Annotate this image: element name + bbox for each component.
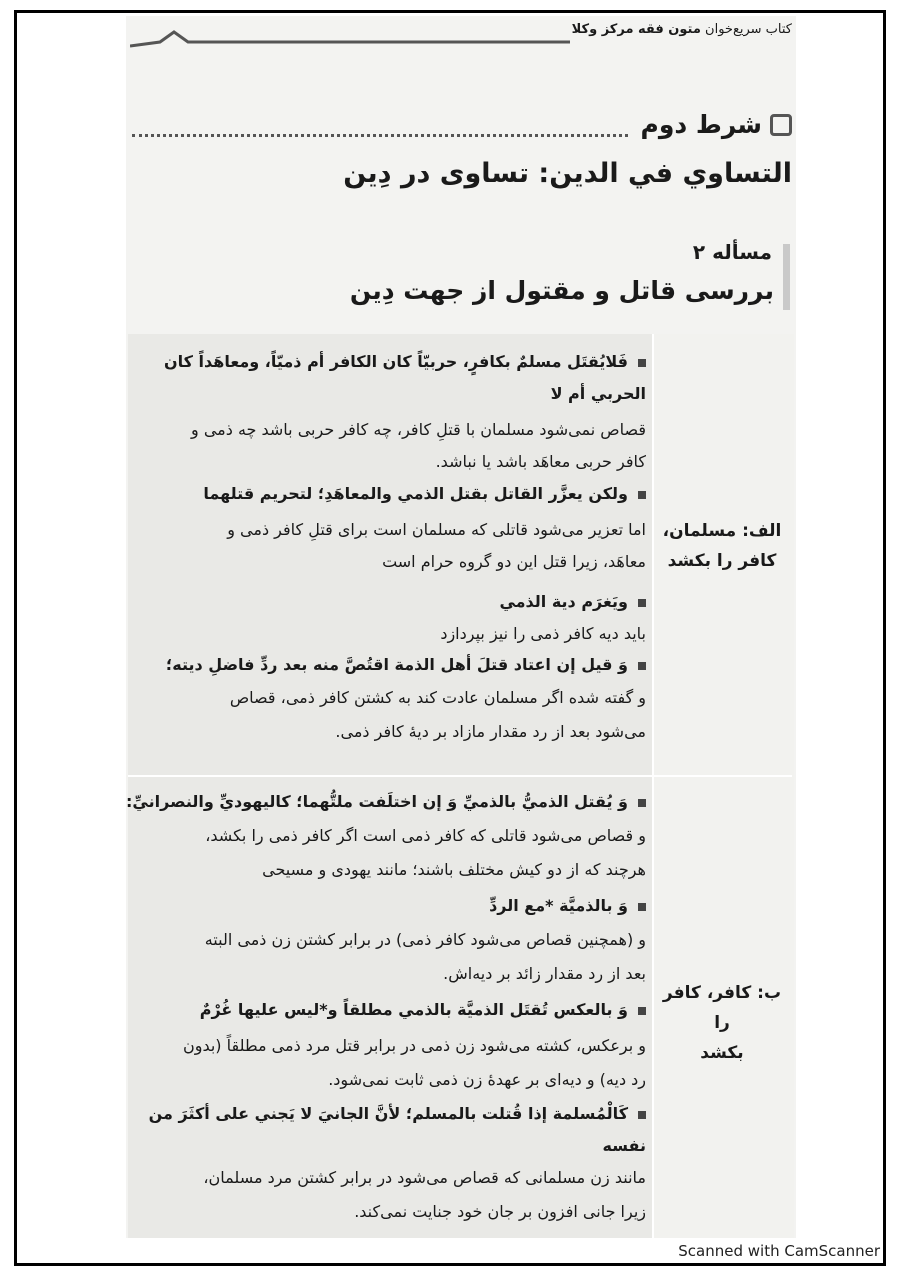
line-text: مانند زن مسلمانی که قصاص می‌شود در برابر کشتن مرد مسلمان، — [203, 1168, 646, 1187]
persian-text-line — [132, 1202, 646, 1221]
persian-text-line — [132, 688, 646, 707]
persian-text-line — [132, 552, 646, 571]
persian-text-line — [132, 826, 646, 845]
line-text: و برعکس، کشته می‌شود زن ذمی در برابر قتل مرد ذمی مطلقاً (بدون — [182, 1036, 646, 1055]
line-text: و قصاص می‌شود قاتلی که کافر ذمی است اگر کافر ذمی را بکشد، — [205, 826, 646, 845]
label-a-line: کافر را بکشد — [667, 551, 777, 571]
line-text: فَلايُقتَل مسلمٌ بكافرٍ، حربيّاً كان الكافر أم ذميّاً، ومعاهَداً كان — [163, 352, 628, 371]
persian-text-line — [132, 420, 646, 439]
line-text: هرچند که از دو کیش مختلف باشند؛ مانند یهودی و مسیحی — [262, 860, 646, 879]
persian-text-line — [132, 520, 646, 539]
persian-text-line — [132, 452, 646, 471]
line-text: الحربي أم لا — [550, 384, 646, 403]
running-header — [572, 22, 792, 37]
line-text: کافر حربی معاهَد باشد یا نباشد. — [435, 452, 646, 471]
line-text: زیرا جانی افزون بر جان خود جنایت نمی‌کند. — [354, 1202, 646, 1221]
masale-side-bar — [783, 244, 790, 310]
bullet-icon — [638, 1007, 646, 1015]
line-text: ويَغرَم دية الذمي — [499, 592, 628, 611]
bullet-icon — [638, 903, 646, 911]
section-title: شرط دوم — [640, 110, 762, 139]
masale-number: مسأله ۲ — [692, 240, 772, 264]
row-divider — [128, 775, 792, 777]
persian-text-line — [132, 964, 646, 983]
line-text: اما تعزیر می‌شود قاتلی که مسلمان است برای قتلِ کافر ذمی و — [227, 520, 646, 539]
header-book-title: متون فقه مرکز وکلا — [571, 22, 701, 37]
masale-title: بررسی قاتل و مقتول از جهت دِین — [349, 276, 774, 305]
line-text: بعد از رد مقدار زائد بر دیه‌اش. — [443, 964, 646, 983]
header-rule — [130, 28, 570, 50]
line-text: وَ يُقتل الذميُّ بالذميِّ وَ إن اختلَفت ملتُّهما؛ كاليهوديِّ والنصرانيِّ: — [126, 792, 628, 811]
line-text: رد دیه) و دیه‌ای بر عهدهٔ زن ذمی ثابت نمی‌شود. — [328, 1070, 646, 1089]
line-text: وَ قيل إن اعتاد قتلَ أهل الذمة اقتُصَّ منه بعد ردِّ فاضلِ ديته؛ — [165, 655, 628, 674]
line-text: كَالْمُسلمة إذا قُتلت بالمسلم؛ لأنَّ الجانيَ لا يَجني على أكثَرَ من — [148, 1104, 628, 1123]
arabic-text-line — [132, 592, 646, 611]
bullet-icon — [638, 491, 646, 499]
label-a — [662, 516, 782, 576]
arabic-text-line — [132, 1000, 646, 1019]
scanner-watermark: Scanned with CamScanner — [678, 1242, 880, 1260]
line-text: و گفته شده اگر مسلمان عادت کند به کشتن کافر ذمی، قصاص — [229, 688, 646, 707]
persian-text-line — [132, 722, 646, 741]
line-text: ولكن يعزَّر القاتل بقتل الذمي والمعاهَدِ؛ لتحريم قتلهما — [203, 484, 628, 503]
bullet-icon — [638, 799, 646, 807]
persian-text-line — [132, 1168, 646, 1187]
dotted-rule — [132, 134, 628, 137]
arabic-text-line — [132, 1104, 646, 1123]
line-text: باید دیه کافر ذمی را نیز بپردازد — [440, 624, 646, 643]
persian-text-line — [132, 860, 646, 879]
line-text: می‌شود بعد از رد مقدار مازاد بر دیهٔ کافر ذمی. — [335, 722, 646, 741]
persian-text-line — [132, 1070, 646, 1089]
section-heading — [641, 110, 793, 139]
line-text: نفسه — [602, 1136, 646, 1155]
label-a-line: الف: مسلمان، — [662, 521, 782, 541]
line-text: معاهَد، زیرا قتل این دو گروه حرام است — [382, 552, 646, 571]
line-text: و (همچنین قصاص می‌شود کافر ذمی) در برابر کشتن زن ذمی البته — [204, 930, 646, 949]
label-b-line: بکشد — [700, 1043, 744, 1063]
label-column — [652, 334, 794, 1238]
line-text: وَ بالذميَّة *مع الردِّ — [489, 896, 628, 915]
bullet-icon — [638, 662, 646, 670]
main-title: التساوي في الدين: تساوی در دِین — [343, 158, 792, 189]
header-prefix: کتاب سریع‌خوان — [700, 22, 792, 37]
checkbox-icon — [770, 114, 792, 136]
arabic-text-line — [132, 384, 646, 403]
arabic-text-line — [132, 484, 646, 503]
arabic-text-line — [132, 896, 646, 915]
label-b — [662, 978, 782, 1068]
bullet-icon — [638, 359, 646, 367]
line-text: قصاص نمی‌شود مسلمان با قتلِ کافر، چه کافر حربی باشد چه ذمی و — [191, 420, 646, 439]
bullet-icon — [638, 599, 646, 607]
arabic-text-line — [132, 352, 646, 371]
arabic-text-line — [132, 655, 646, 674]
persian-text-line — [132, 930, 646, 949]
label-b-line: ب: کافر، کافر را — [662, 983, 782, 1033]
persian-text-line — [132, 624, 646, 643]
line-text: وَ بالعكس تُقتَل الذميَّة بالذمي مطلقاً و*ليس عليها غُرْمٌ — [199, 1000, 628, 1019]
arabic-text-line — [126, 792, 646, 811]
arabic-text-line — [132, 1136, 646, 1155]
persian-text-line — [132, 1036, 646, 1055]
bullet-icon — [638, 1111, 646, 1119]
